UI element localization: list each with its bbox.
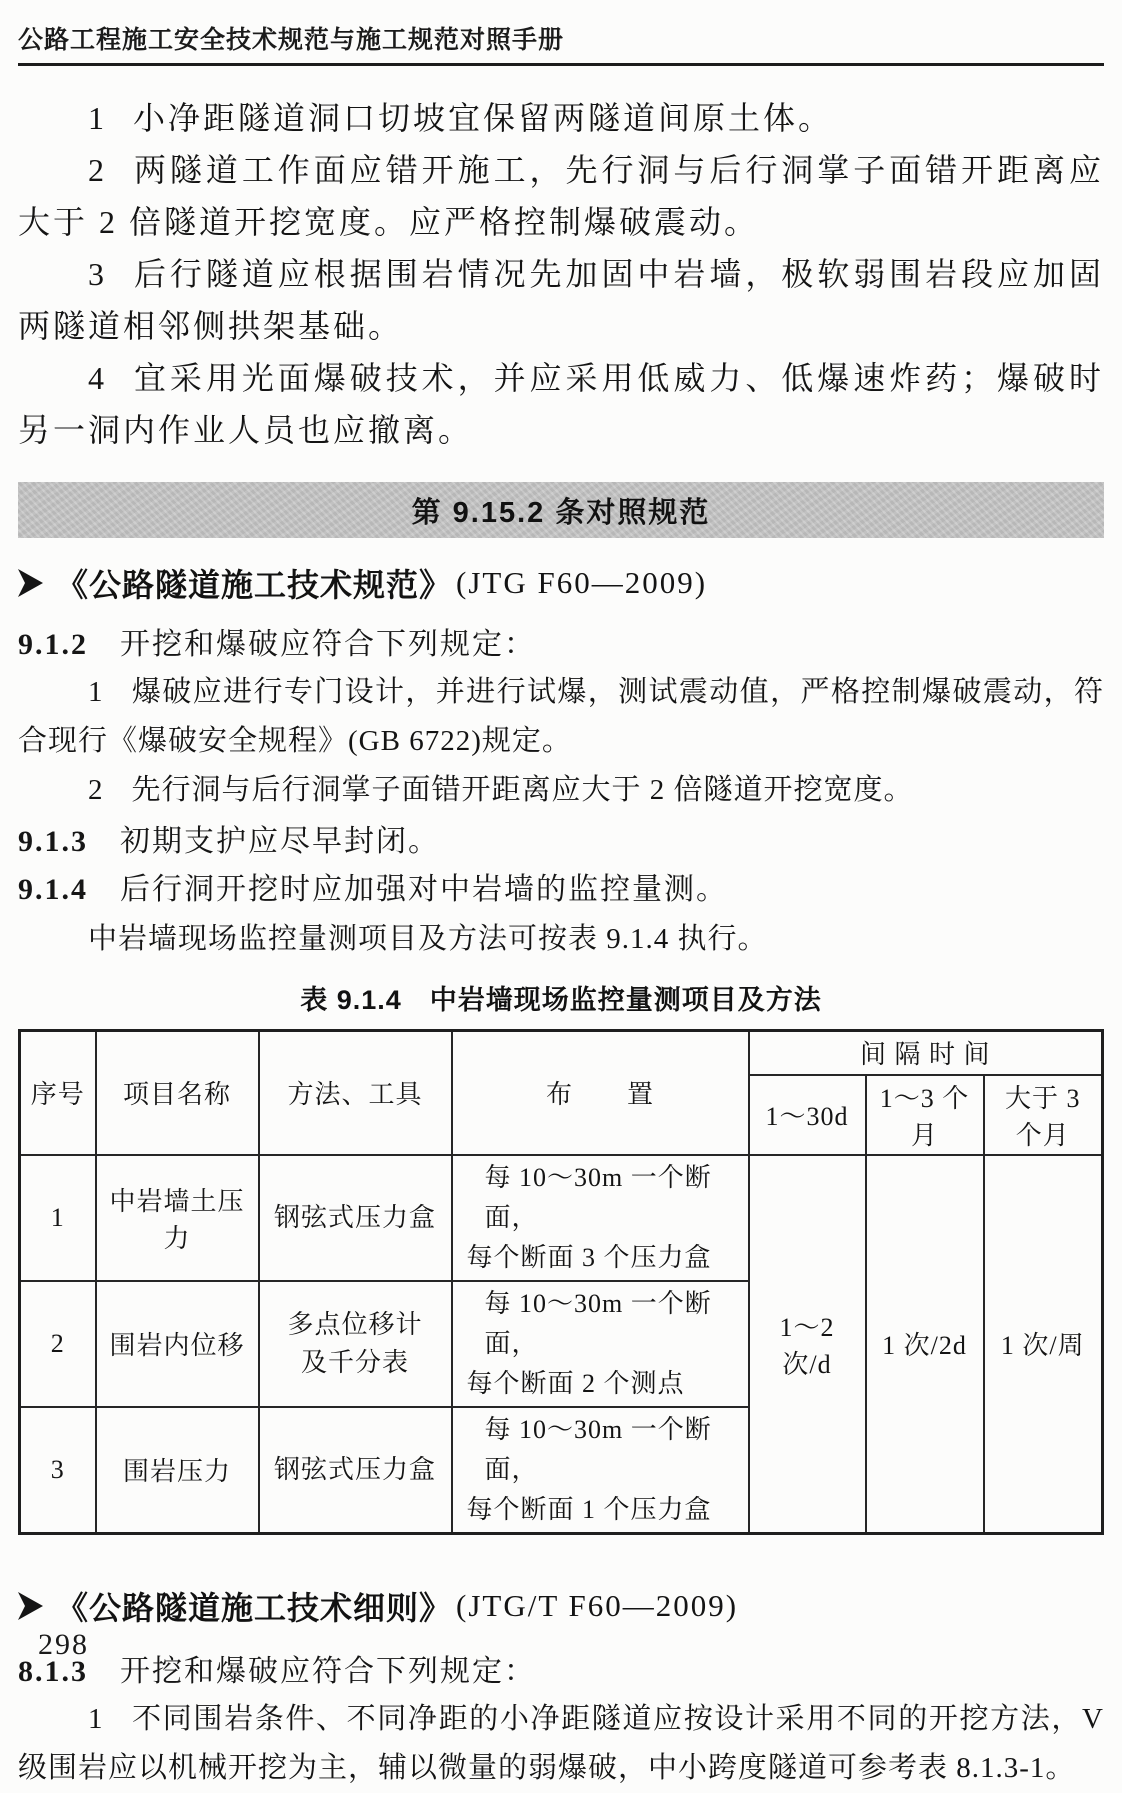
clause-text: 后行洞开挖时应加强对中岩墙的监控量测。 — [120, 873, 728, 906]
item-text: 后行隧道应根据围岩情况先加固中岩墙，极软弱围岩段应加固两隧道相邻侧拱架基础。 — [18, 256, 1104, 344]
header-rule — [18, 63, 1104, 66]
monitoring-table — [18, 1029, 1104, 1535]
col-header-interval-gt3month: 大于 3 个月 — [984, 1075, 1103, 1155]
spec1-book-title: 《公路隧道施工技术规范》 — [56, 567, 453, 603]
clause-text: 开挖和爆破应符合下列规定： — [120, 628, 536, 661]
right-arrowhead-icon — [18, 1591, 44, 1621]
clause-8-1-3-item-1 — [18, 1695, 1104, 1793]
clause-9-1-3 — [18, 819, 1104, 865]
clause-text: 开挖和爆破应符合下列规定： — [120, 1654, 536, 1688]
item-number: 3 — [88, 256, 107, 292]
item-text: 宜采用光面爆破技术，并应采用低威力、低爆速炸药；爆破时另一洞内作业人员也应撤离。 — [18, 360, 1104, 448]
item-number: 2 — [88, 774, 104, 806]
method-line: 及千分表 — [300, 1347, 409, 1377]
layout-line: 每个断面 1 个压力盒 — [466, 1494, 712, 1524]
cell-name: 围岩压力 — [96, 1407, 259, 1534]
clause-number: 8.1.3 — [18, 1654, 88, 1688]
clause-9-1-2 — [18, 622, 1104, 668]
cell-interval-daily: 1～2 次/d — [749, 1155, 866, 1534]
cell-interval-2d: 1 次/2d — [866, 1155, 984, 1534]
col-header-seq: 序号 — [20, 1031, 96, 1155]
clause-number: 9.1.4 — [18, 873, 88, 906]
table-row-1 — [20, 1155, 1103, 1281]
clause-9-1-2-item-1 — [18, 668, 1104, 766]
item-text: 爆破应进行专门设计，并进行试爆，测试震动值，严格控制爆破震动，符合现行《爆破安全规程》(GB 6722)规定。 — [18, 676, 1104, 757]
cell-name: 中岩墙土压力 — [96, 1155, 259, 1281]
cell-method — [259, 1407, 452, 1534]
cell-seq: 1 — [20, 1155, 96, 1281]
cell-method — [259, 1281, 452, 1407]
item-number: 4 — [88, 360, 107, 396]
item-number: 1 — [88, 100, 107, 136]
clause-text: 初期支护应尽早封闭。 — [120, 825, 440, 858]
method-line: 多点位移计 — [287, 1309, 423, 1339]
item-text: 先行洞与后行洞掌子面错开距离应大于 2 倍隧道开挖宽度。 — [131, 774, 914, 806]
table-reference-note: 中岩墙现场监控量测项目及方法可按表 9.1.4 执行。 — [88, 923, 768, 955]
spec2-book-code: (JTG/T F60—2009) — [456, 1587, 739, 1623]
layout-line: 每个断面 3 个压力盒 — [466, 1242, 712, 1272]
section-banner — [18, 482, 1104, 538]
spec2-book-title: 《公路隧道施工技术细则》 — [56, 1589, 453, 1626]
layout-line: 每 10～30m 一个断面， — [484, 1414, 712, 1484]
cell-method — [259, 1155, 452, 1281]
clause-8-1-3 — [18, 1649, 1104, 1695]
clause-9-1-2-item-2 — [18, 766, 1104, 815]
spec2-title-row — [18, 1583, 1104, 1629]
intro-item-3 — [18, 248, 1104, 352]
cell-layout — [452, 1407, 749, 1534]
clause-9-1-4 — [18, 867, 1104, 913]
layout-line: 每 10～30m 一个断面， — [484, 1288, 712, 1358]
cell-name: 围岩内位移 — [96, 1281, 259, 1407]
section-banner-title: 第 9.15.2 条对照规范 — [411, 496, 711, 529]
col-header-method: 方法、工具 — [259, 1031, 452, 1155]
item-text: 两隧道工作面应错开施工，先行洞与后行洞掌子面错开距离应大于 2 倍隧道开挖宽度。应严格控制爆破震动。 — [18, 152, 1104, 240]
table-caption: 表 9.1.4 中岩墙现场监控量测项目及方法 — [300, 985, 822, 1015]
method-line: 钢弦式压力盒 — [273, 1454, 436, 1484]
col-header-interval-group: 间 隔 时 间 — [749, 1031, 1103, 1075]
item-number: 2 — [88, 152, 107, 188]
intro-item-2 — [18, 144, 1104, 248]
cell-layout — [452, 1281, 749, 1407]
spec1-book-code: (JTG F60—2009) — [456, 565, 708, 600]
layout-line: 每个断面 2 个测点 — [466, 1368, 685, 1398]
intro-item-1 — [18, 92, 1104, 144]
running-head-title: 公路工程施工安全技术规范与施工规范对照手册 — [18, 26, 565, 54]
cell-interval-weekly: 1 次/周 — [984, 1155, 1103, 1534]
item-number: 1 — [88, 676, 104, 708]
cell-seq: 2 — [20, 1281, 96, 1407]
col-header-interval-1-30d: 1～30d — [749, 1075, 866, 1155]
intro-section — [18, 92, 1104, 456]
right-arrowhead-icon — [18, 568, 44, 598]
cell-seq: 3 — [20, 1407, 96, 1534]
spec1-title-row — [18, 560, 1104, 606]
item-text: 不同围岩条件、不同净距的小净距隧道应按设计采用不同的开挖方法，V级围岩应以机械开挖为主，辅以微量的弱爆破，中小跨度隧道可参考表 8.1.3-1。 — [18, 1702, 1104, 1784]
method-line: 钢弦式压力盒 — [273, 1202, 436, 1232]
layout-line: 每 10～30m 一个断面， — [484, 1162, 712, 1232]
col-header-name: 项目名称 — [96, 1031, 259, 1155]
page-number: 298 — [38, 1628, 89, 1661]
col-header-layout: 布 置 — [452, 1031, 749, 1155]
item-number: 1 — [88, 1702, 104, 1735]
item-text: 小净距隧道洞口切坡宜保留两隧道间原土体。 — [133, 100, 834, 136]
cell-layout — [452, 1155, 749, 1281]
clause-number: 9.1.2 — [18, 628, 88, 661]
intro-item-4 — [18, 352, 1104, 456]
clause-number: 9.1.3 — [18, 825, 88, 858]
col-header-interval-1-3month: 1～3 个月 — [866, 1075, 984, 1155]
